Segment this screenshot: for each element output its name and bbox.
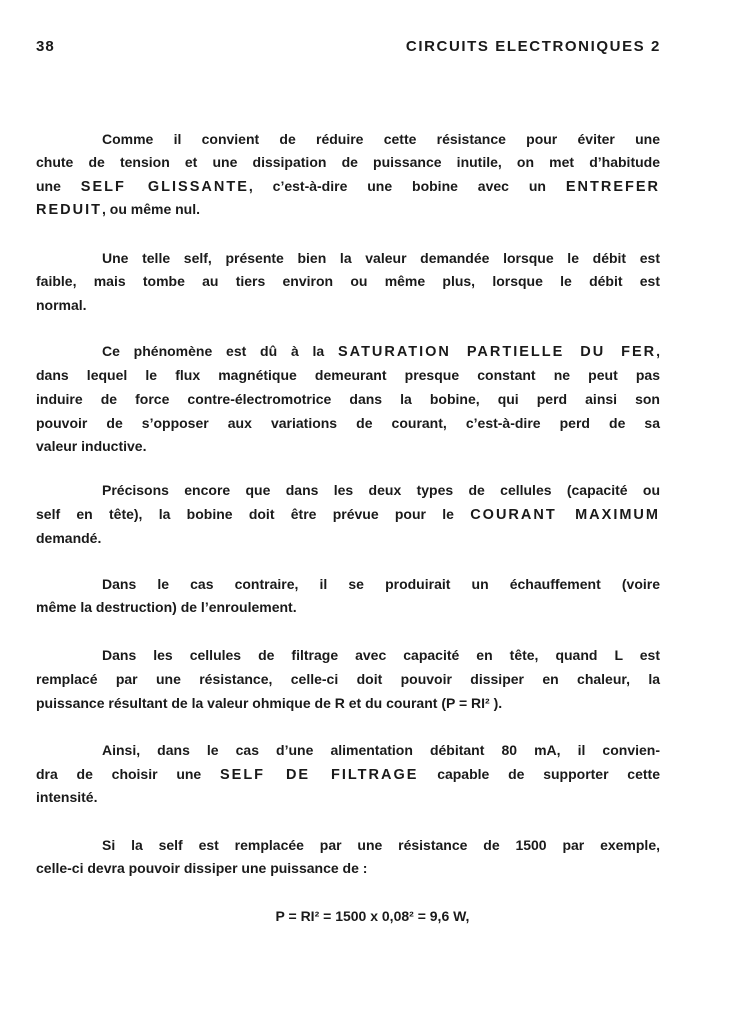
emphasized-term: SATURATION PARTIELLE DU FER: [338, 344, 657, 360]
paragraph-7-line: [36, 766, 660, 783]
text-segment: puissance résultant de la valeur ohmique de R et du courant (P = RI² ).: [36, 695, 503, 711]
running-title: CIRCUITS ELECTRONIQUES 2: [405, 38, 661, 55]
text-segment: Ainsi, dans le cas d’une alimentation débitant 80 mA, il convien-: [102, 742, 660, 758]
text-segment: , ou même nul.: [101, 201, 200, 217]
text-segment: une: [36, 178, 81, 194]
text-segment: Dans le cas contraire, il se produirait un échauffement (voire: [102, 576, 660, 592]
paragraph-2-line: [102, 250, 660, 267]
paragraph-5-line: [36, 599, 660, 616]
text-segment: Une telle self, présente bien la valeur demandée lorsque le débit est: [102, 250, 660, 266]
paragraph-6-line: [102, 647, 660, 664]
paragraph-3-line: [36, 391, 660, 408]
text-segment: normal.: [36, 297, 87, 313]
paragraph-4-line: [36, 506, 660, 523]
paragraph-3-line: [36, 415, 660, 432]
text-segment: induire de force contre-électromotrice dans la bobine, qui perd ainsi son: [36, 391, 660, 407]
text-segment: pouvoir de s’opposer aux variations de courant, c’est-à-dire perd de sa: [36, 415, 660, 431]
paragraph-3-line: [36, 438, 660, 455]
power-formula: P = RI² = 1500 x 0,08² = 9,6 W,: [275, 908, 470, 924]
text-segment: ,: [656, 343, 660, 359]
emphasized-term: REDUIT: [36, 202, 102, 218]
text-segment: faible, mais tombe au tiers environ ou même plus, lorsque le débit est: [36, 273, 660, 289]
paragraph-2-line: [36, 273, 660, 290]
text-segment: remplacé par une résistance, celle-ci doit pouvoir dissiper en chaleur, la: [36, 671, 660, 687]
text-segment: Comme il convient de réduire cette résistance pour éviter une: [102, 131, 660, 147]
paragraph-7-line: [102, 742, 660, 759]
page-number: 38: [36, 38, 55, 55]
text-segment: self en tête), la bobine doit être prévue pour le: [36, 506, 471, 522]
emphasized-term: ENTREFER: [565, 179, 660, 195]
text-segment: même la destruction) de l’enroulement.: [36, 599, 297, 615]
text-segment: Précisons encore que dans les deux types de cellules (capacité ou: [102, 482, 660, 498]
paragraph-4-line: [36, 530, 660, 547]
text-segment: celle-ci devra pouvoir dissiper une puissance de :: [36, 860, 368, 876]
paragraph-1-line: [36, 178, 660, 195]
emphasized-term: COURANT MAXIMUM: [470, 507, 660, 523]
text-segment: demandé.: [36, 530, 102, 546]
emphasized-term: SELF GLISSANTE: [80, 179, 249, 195]
text-segment: Dans les cellules de filtrage avec capacité en tête, quand L est: [102, 647, 660, 663]
paragraph-4-line: [102, 482, 660, 499]
paragraph-2-line: [36, 297, 660, 314]
text-segment: intensité.: [36, 789, 98, 805]
paragraph-7-line: [36, 789, 660, 806]
paragraph-1-line: [36, 201, 660, 218]
paragraph-6-line: [36, 695, 660, 712]
paragraph-1-line: [36, 154, 660, 171]
paragraph-1-line: [102, 131, 660, 148]
text-segment: , c’est-à-dire une bobine avec un: [248, 178, 566, 194]
text-segment: dra de choisir une: [36, 766, 220, 782]
emphasized-term: SELF DE FILTRAGE: [219, 767, 419, 783]
text-segment: chute de tension et une dissipation de puissance inutile, on met d’habitude: [36, 154, 660, 170]
paragraph-8-line: [102, 837, 660, 854]
paragraph-5-line: [102, 576, 660, 593]
paragraph-3-line: [102, 343, 660, 360]
text-segment: valeur inductive.: [36, 438, 147, 454]
paragraph-8-line: [36, 860, 660, 877]
text-segment: Ce phénomène est dû à la: [102, 343, 338, 359]
text-segment: capable de supporter cette: [418, 766, 660, 782]
paragraph-6-line: [36, 671, 660, 688]
text-segment: dans lequel le flux magnétique demeurant presque constant ne peut pas: [36, 367, 660, 383]
text-segment: Si la self est remplacée par une résistance de 1500 par exemple,: [102, 837, 660, 853]
paragraph-3-line: [36, 367, 660, 384]
